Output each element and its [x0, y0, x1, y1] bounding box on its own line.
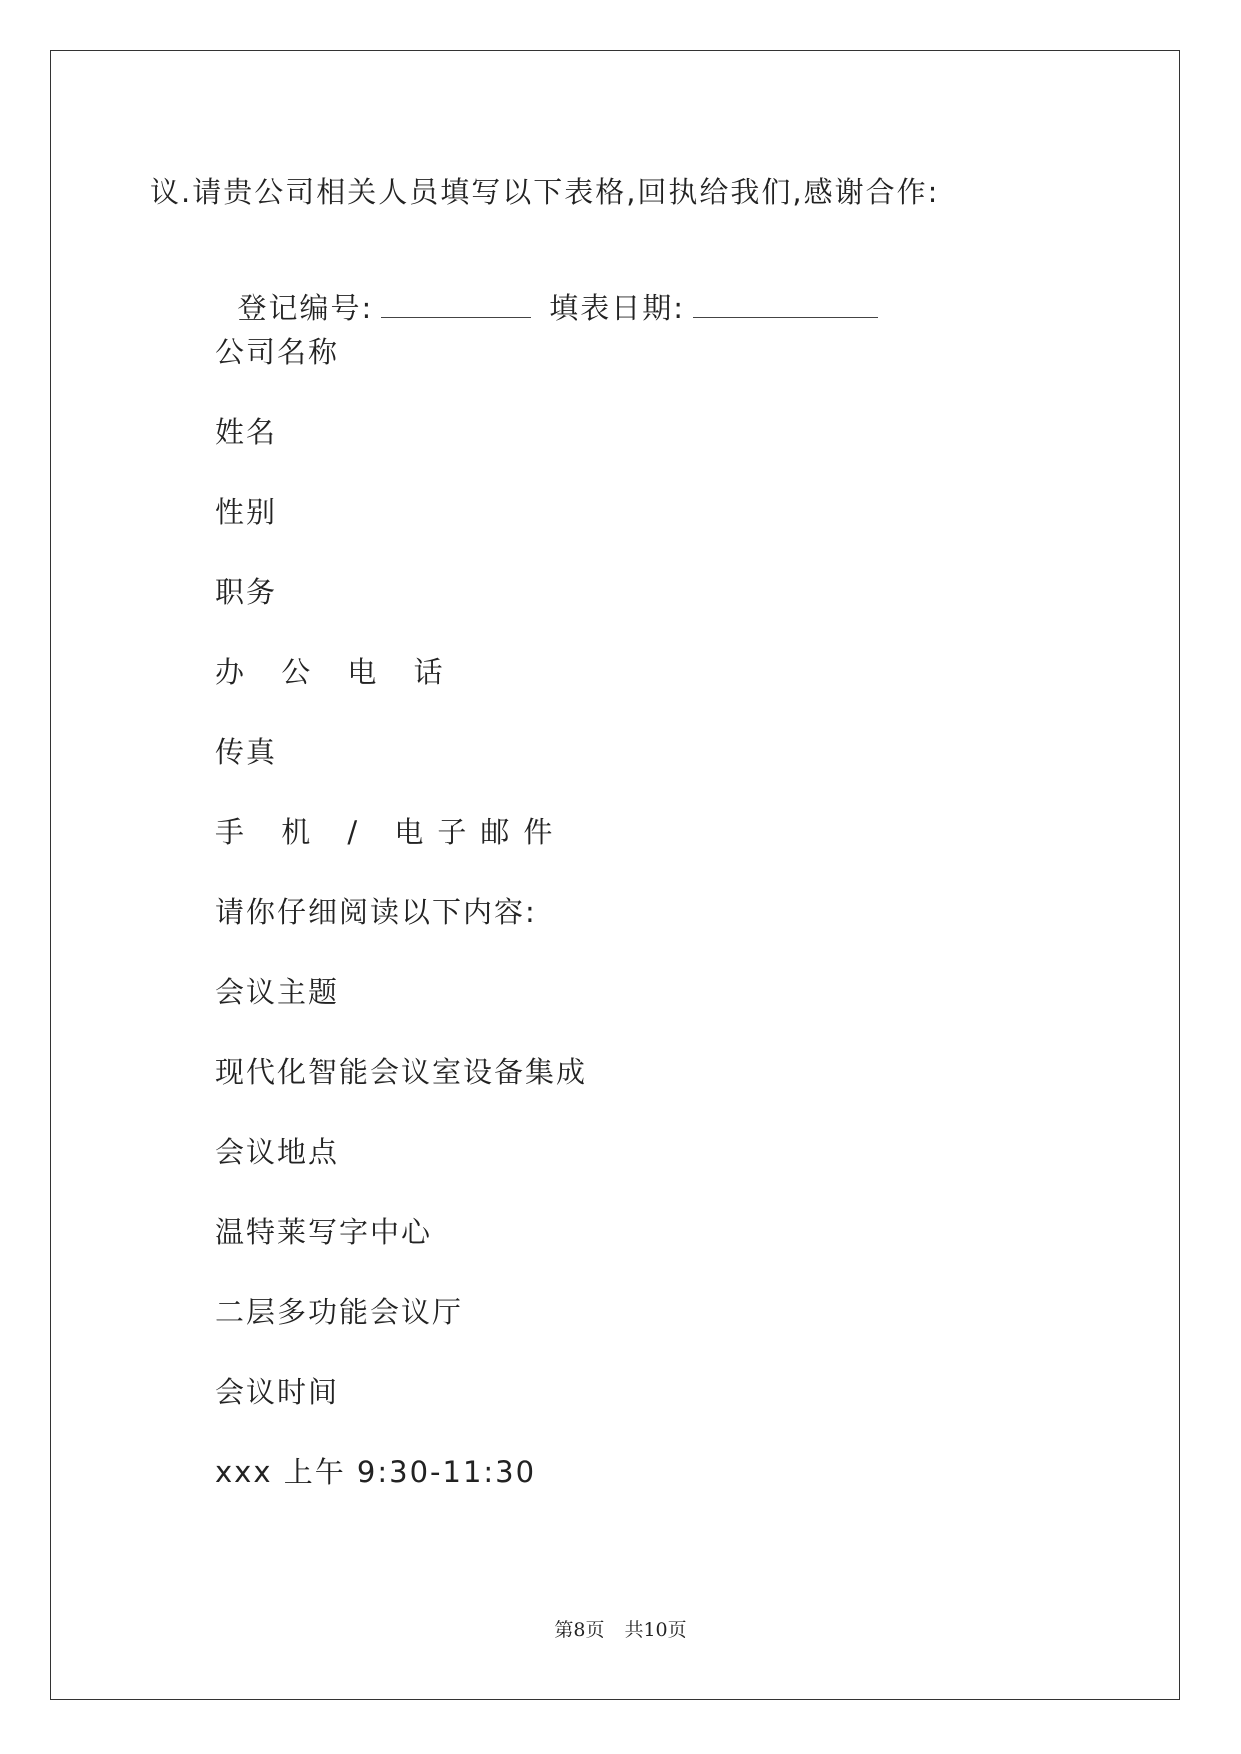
- field-office-phone: 办 公 电 话: [215, 655, 457, 689]
- intro-line: 议.请贵公司相关人员填写以下表格,回执给我们,感谢合作:: [150, 175, 940, 209]
- reg-no-label: 登记编号:: [237, 291, 374, 325]
- field-name: 姓名: [215, 415, 278, 449]
- page-total: 共10页: [624, 1619, 687, 1641]
- field-gender: 性别: [215, 495, 278, 529]
- notice-line: 请你仔细阅读以下内容:: [215, 895, 537, 929]
- field-company-name: 公司名称: [215, 335, 340, 369]
- meeting-time-label: 会议时间: [215, 1375, 340, 1409]
- fill-date-blank[interactable]: [693, 291, 878, 318]
- meeting-topic-label: 会议主题: [215, 975, 340, 1009]
- registration-row: [215, 254, 896, 326]
- meeting-time-value: xxx 上午 9:30-11:30: [215, 1455, 537, 1489]
- field-fax: 传真: [215, 735, 278, 769]
- meeting-location-label: 会议地点: [215, 1135, 340, 1169]
- page-footer: [0, 1615, 1241, 1642]
- field-position: 职务: [215, 575, 278, 609]
- field-mobile-email: 手 机 / 电子邮件: [215, 815, 567, 849]
- meeting-location-value-2: 二层多功能会议厅: [215, 1295, 464, 1329]
- page-number: 第8页: [554, 1619, 605, 1641]
- reg-no-blank[interactable]: [381, 291, 531, 318]
- fill-date-label: 填表日期:: [549, 291, 685, 325]
- meeting-location-value-1: 温特莱写字中心: [215, 1215, 433, 1249]
- meeting-topic-value: 现代化智能会议室设备集成: [215, 1055, 588, 1089]
